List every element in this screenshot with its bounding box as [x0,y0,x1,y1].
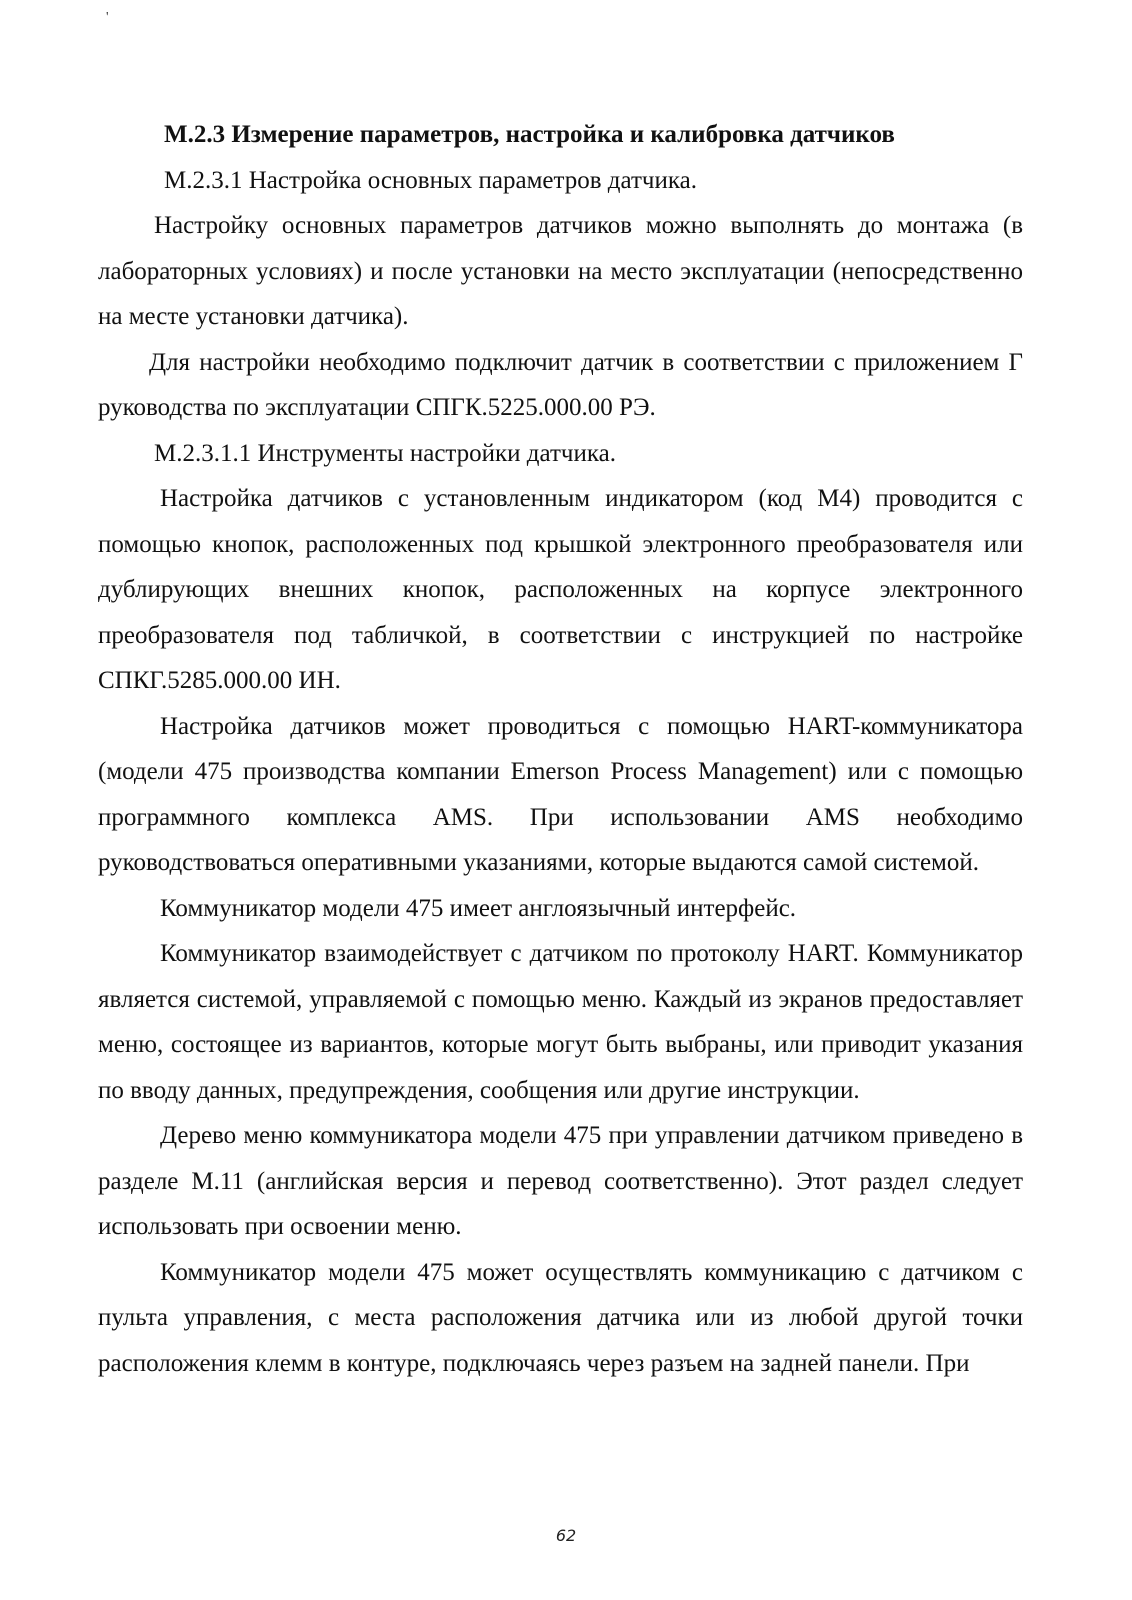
section-heading: М.2.3 Измерение параметров, настройка и калибровка датчиков [164,121,895,148]
page-number: 62 [555,1526,577,1545]
scan-mark: ' [106,10,109,25]
paragraph: Настройка датчиков с установленным индикатором (код М4) проводится с помощью кнопок, расположенных под крышкой электронного преобразователя или дублирующих внешних кнопок, расположенных на корпусе электронного преобразователя под табличкой, в соответствии с инструкцией по настройке СПКГ.5285.000.00 ИН. [98,485,1023,694]
paragraph: Коммуникатор модели 475 может осуществлять коммуникацию с датчиком с пульта управления, с места расположения датчика или из любой другой точки расположения клемм в контуре, подключаясь через разъем на задней панели. При [98,1258,1023,1377]
paragraph: Дерево меню коммуникатора модели 475 при управлении датчиком приведено в разделе М.11 (английская версия и перевод соответственно). Этот раздел следует использовать при освоении меню. [98,1122,1023,1240]
page-body [98,112,1023,1386]
paragraph: Настройку основных параметров датчиков можно выполнять до монтажа (в лабораторных условиях) и после установки на место эксплуатации (непосредственно на месте установки датчика). [98,212,1023,330]
paragraph: Для настройки необходимо подключит датчик в соответствии с приложением Г руководства по эксплуатации СПГК.5225.000.00 РЭ. [98,348,1023,421]
subsection-heading: М.2.3.1 Настройка основных параметров датчика. [164,166,697,194]
subsection-heading: М.2.3.1.1 Инструменты настройки датчика. [154,439,616,467]
paragraph: Коммуникатор взаимодействует с датчиком по протоколу HART. Коммуникатор является системой, управляемой с помощью меню. Каждый из экранов предоставляет меню, состоящее из вариантов, которые могут быть выбраны, или приводит указания по вводу данных, предупреждения, сообщения или другие инструкции. [98,940,1023,1104]
paragraph: Коммуникатор модели 475 имеет англоязычный интерфейс. [160,894,797,922]
paragraph: Настройка датчиков может проводиться с помощью HART-коммуникатора (модели 475 производства компании Emerson Process Management) или с помощью программного комплекса AMS. При использовании AMS необходимо руководствоваться оперативными указаниями, которые выдаются самой системой. [98,712,1023,876]
